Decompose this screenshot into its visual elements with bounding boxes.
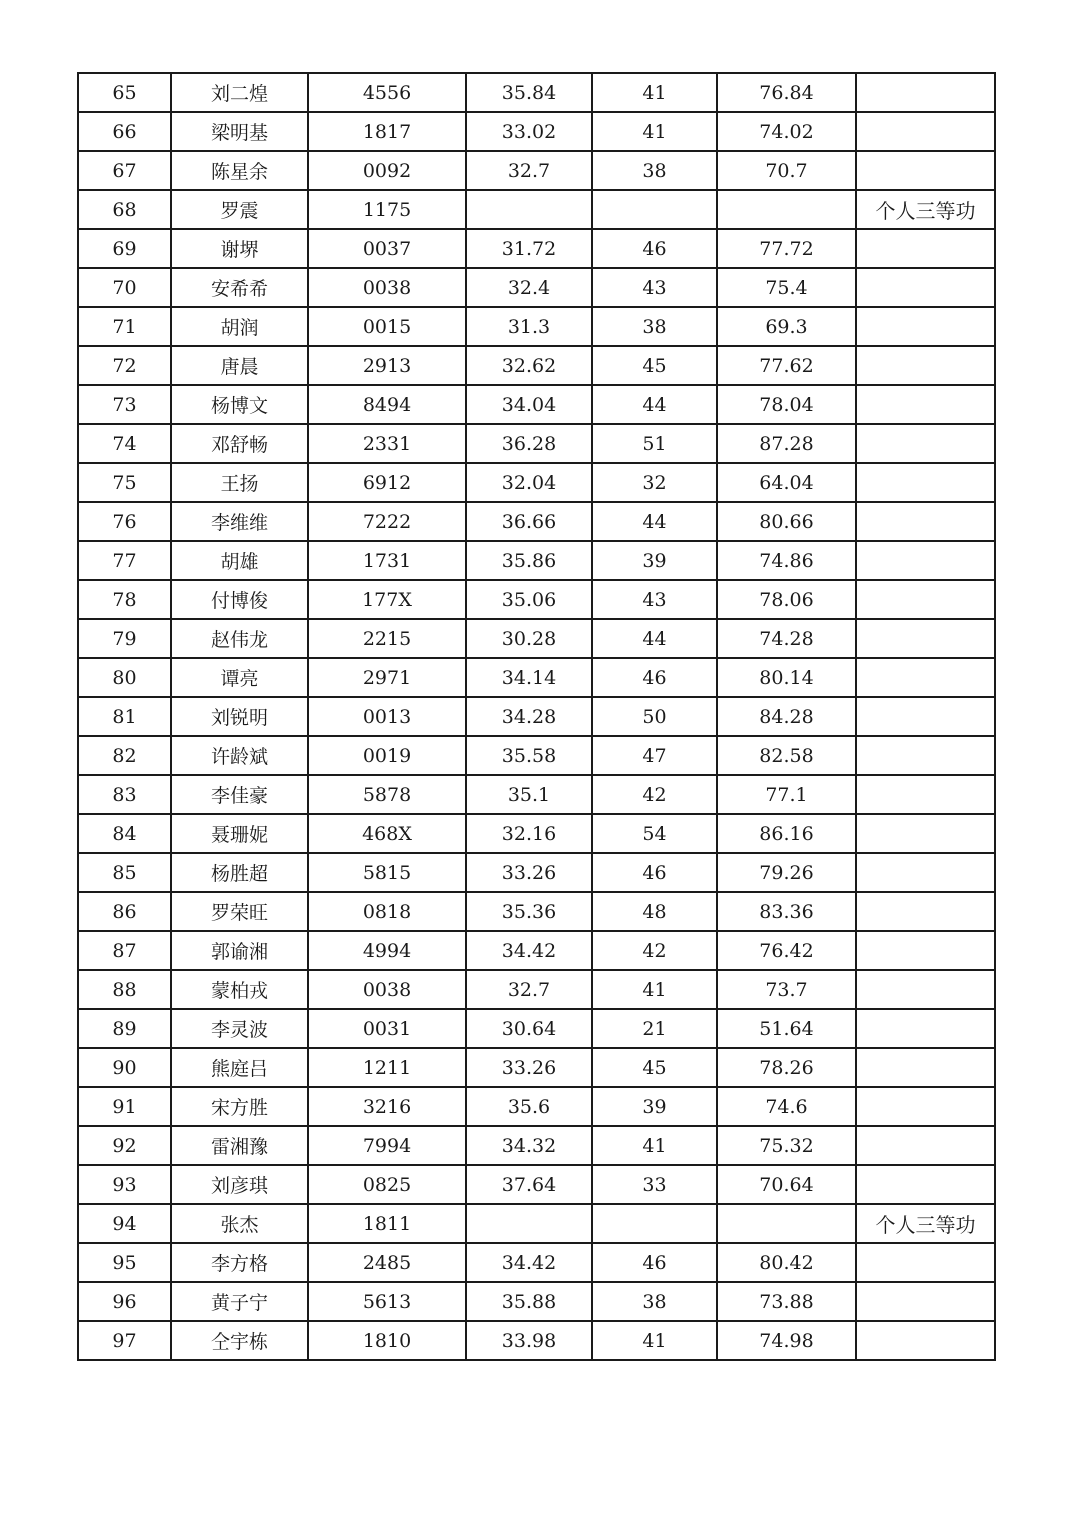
- seq-cell: 68: [78, 190, 171, 229]
- score-a-cell: 34.42: [466, 931, 592, 970]
- score-a-cell: [466, 190, 592, 229]
- total-cell: 77.1: [717, 775, 856, 814]
- score-b-cell: 38: [592, 1282, 717, 1321]
- seq-cell: 96: [78, 1282, 171, 1321]
- total-cell: 69.3: [717, 307, 856, 346]
- score-b-cell: 41: [592, 1321, 717, 1360]
- note-cell: [856, 814, 995, 853]
- score-b-cell: 51: [592, 424, 717, 463]
- score-a-cell: 33.26: [466, 853, 592, 892]
- total-cell: 73.88: [717, 1282, 856, 1321]
- score-b-cell: 46: [592, 1243, 717, 1282]
- seq-cell: 86: [78, 892, 171, 931]
- table-row: [78, 463, 995, 502]
- seq-cell: 76: [78, 502, 171, 541]
- name-cell: 宋方胜: [171, 1087, 308, 1126]
- seq-cell: 66: [78, 112, 171, 151]
- total-cell: 70.64: [717, 1165, 856, 1204]
- note-cell: [856, 931, 995, 970]
- id-cell: 5815: [308, 853, 466, 892]
- total-cell: 70.7: [717, 151, 856, 190]
- score-a-cell: [466, 1204, 592, 1243]
- table-row: [78, 1243, 995, 1282]
- id-cell: 7222: [308, 502, 466, 541]
- table-row: [78, 112, 995, 151]
- note-cell: [856, 1087, 995, 1126]
- seq-cell: 75: [78, 463, 171, 502]
- score-a-cell: 33.26: [466, 1048, 592, 1087]
- id-cell: 0031: [308, 1009, 466, 1048]
- table-row: [78, 736, 995, 775]
- note-cell: [856, 424, 995, 463]
- name-cell: 李方格: [171, 1243, 308, 1282]
- seq-cell: 85: [78, 853, 171, 892]
- seq-cell: 65: [78, 73, 171, 112]
- score-a-cell: 35.84: [466, 73, 592, 112]
- table-row: [78, 424, 995, 463]
- total-cell: 64.04: [717, 463, 856, 502]
- seq-cell: 79: [78, 619, 171, 658]
- note-cell: [856, 1282, 995, 1321]
- seq-cell: 92: [78, 1126, 171, 1165]
- score-b-cell: 43: [592, 268, 717, 307]
- note-cell: [856, 970, 995, 1009]
- name-cell: 谢堺: [171, 229, 308, 268]
- total-cell: 80.14: [717, 658, 856, 697]
- score-a-cell: 32.7: [466, 970, 592, 1009]
- note-cell: [856, 502, 995, 541]
- score-b-cell: [592, 1204, 717, 1243]
- seq-cell: 84: [78, 814, 171, 853]
- table-row: [78, 931, 995, 970]
- note-cell: [856, 853, 995, 892]
- score-b-cell: 44: [592, 385, 717, 424]
- note-cell: 个人三等功: [856, 190, 995, 229]
- seq-cell: 67: [78, 151, 171, 190]
- total-cell: 75.4: [717, 268, 856, 307]
- table-row: [78, 1282, 995, 1321]
- total-cell: 76.42: [717, 931, 856, 970]
- score-a-cell: 34.04: [466, 385, 592, 424]
- note-cell: [856, 307, 995, 346]
- seq-cell: 91: [78, 1087, 171, 1126]
- table-row: [78, 151, 995, 190]
- id-cell: 1731: [308, 541, 466, 580]
- score-b-cell: 38: [592, 307, 717, 346]
- score-a-cell: 34.32: [466, 1126, 592, 1165]
- table-row: [78, 658, 995, 697]
- id-cell: 3216: [308, 1087, 466, 1126]
- note-cell: [856, 736, 995, 775]
- name-cell: 杨博文: [171, 385, 308, 424]
- table-row: [78, 580, 995, 619]
- score-a-cell: 31.3: [466, 307, 592, 346]
- score-b-cell: 47: [592, 736, 717, 775]
- note-cell: [856, 1009, 995, 1048]
- name-cell: 李维维: [171, 502, 308, 541]
- id-cell: 6912: [308, 463, 466, 502]
- total-cell: 73.7: [717, 970, 856, 1009]
- seq-cell: 69: [78, 229, 171, 268]
- score-a-cell: 32.62: [466, 346, 592, 385]
- score-b-cell: 45: [592, 346, 717, 385]
- total-cell: 83.36: [717, 892, 856, 931]
- seq-cell: 95: [78, 1243, 171, 1282]
- note-cell: [856, 580, 995, 619]
- name-cell: 赵伟龙: [171, 619, 308, 658]
- total-cell: 86.16: [717, 814, 856, 853]
- score-b-cell: 41: [592, 1126, 717, 1165]
- note-cell: [856, 541, 995, 580]
- score-b-cell: 50: [592, 697, 717, 736]
- id-cell: 4994: [308, 931, 466, 970]
- score-b-cell: 42: [592, 931, 717, 970]
- total-cell: 51.64: [717, 1009, 856, 1048]
- name-cell: 雷湘豫: [171, 1126, 308, 1165]
- score-b-cell: 41: [592, 112, 717, 151]
- name-cell: 安希希: [171, 268, 308, 307]
- name-cell: 罗震: [171, 190, 308, 229]
- name-cell: 梁明基: [171, 112, 308, 151]
- table-row: [78, 1321, 995, 1360]
- name-cell: 胡润: [171, 307, 308, 346]
- score-b-cell: 43: [592, 580, 717, 619]
- seq-cell: 73: [78, 385, 171, 424]
- total-cell: 79.26: [717, 853, 856, 892]
- table-row: [78, 1165, 995, 1204]
- score-a-cell: 35.1: [466, 775, 592, 814]
- name-cell: 罗荣旺: [171, 892, 308, 931]
- id-cell: 0092: [308, 151, 466, 190]
- id-cell: 0013: [308, 697, 466, 736]
- table-row: [78, 1204, 995, 1243]
- table-row: [78, 853, 995, 892]
- total-cell: 74.02: [717, 112, 856, 151]
- note-cell: [856, 1048, 995, 1087]
- seq-cell: 70: [78, 268, 171, 307]
- score-a-cell: 32.04: [466, 463, 592, 502]
- score-a-cell: 34.14: [466, 658, 592, 697]
- score-b-cell: 44: [592, 619, 717, 658]
- name-cell: 杨胜超: [171, 853, 308, 892]
- total-cell: [717, 1204, 856, 1243]
- note-cell: [856, 1165, 995, 1204]
- seq-cell: 77: [78, 541, 171, 580]
- table-row: [78, 814, 995, 853]
- table-row: [78, 229, 995, 268]
- total-cell: 77.62: [717, 346, 856, 385]
- name-cell: 蒙柏戎: [171, 970, 308, 1009]
- score-b-cell: 46: [592, 229, 717, 268]
- table-row: [78, 502, 995, 541]
- total-cell: 80.66: [717, 502, 856, 541]
- score-a-cell: 34.28: [466, 697, 592, 736]
- id-cell: 1811: [308, 1204, 466, 1243]
- seq-cell: 83: [78, 775, 171, 814]
- name-cell: 谭亮: [171, 658, 308, 697]
- table-row: [78, 970, 995, 1009]
- note-cell: [856, 1126, 995, 1165]
- note-cell: [856, 73, 995, 112]
- seq-cell: 93: [78, 1165, 171, 1204]
- seq-cell: 72: [78, 346, 171, 385]
- seq-cell: 90: [78, 1048, 171, 1087]
- id-cell: 1175: [308, 190, 466, 229]
- score-a-cell: 33.98: [466, 1321, 592, 1360]
- score-a-cell: 30.64: [466, 1009, 592, 1048]
- table-row: [78, 307, 995, 346]
- score-b-cell: 39: [592, 1087, 717, 1126]
- id-cell: 468X: [308, 814, 466, 853]
- score-a-cell: 35.86: [466, 541, 592, 580]
- score-a-cell: 35.88: [466, 1282, 592, 1321]
- total-cell: [717, 190, 856, 229]
- total-cell: 87.28: [717, 424, 856, 463]
- id-cell: 1211: [308, 1048, 466, 1087]
- note-cell: 个人三等功: [856, 1204, 995, 1243]
- score-a-cell: 32.7: [466, 151, 592, 190]
- id-cell: 2971: [308, 658, 466, 697]
- score-a-cell: 37.64: [466, 1165, 592, 1204]
- note-cell: [856, 775, 995, 814]
- score-b-cell: [592, 190, 717, 229]
- id-cell: 0019: [308, 736, 466, 775]
- id-cell: 5878: [308, 775, 466, 814]
- table-row: [78, 1009, 995, 1048]
- total-cell: 78.04: [717, 385, 856, 424]
- table-row: [78, 73, 995, 112]
- id-cell: 0825: [308, 1165, 466, 1204]
- name-cell: 仝宇栋: [171, 1321, 308, 1360]
- id-cell: 177X: [308, 580, 466, 619]
- score-b-cell: 32: [592, 463, 717, 502]
- score-b-cell: 39: [592, 541, 717, 580]
- score-b-cell: 44: [592, 502, 717, 541]
- table-row: [78, 385, 995, 424]
- note-cell: [856, 385, 995, 424]
- seq-cell: 71: [78, 307, 171, 346]
- seq-cell: 74: [78, 424, 171, 463]
- score-b-cell: 38: [592, 151, 717, 190]
- note-cell: [856, 112, 995, 151]
- name-cell: 张杰: [171, 1204, 308, 1243]
- total-cell: 74.86: [717, 541, 856, 580]
- score-b-cell: 21: [592, 1009, 717, 1048]
- id-cell: 0015: [308, 307, 466, 346]
- seq-cell: 82: [78, 736, 171, 775]
- score-b-cell: 41: [592, 970, 717, 1009]
- table-row: [78, 346, 995, 385]
- seq-cell: 88: [78, 970, 171, 1009]
- id-cell: 2913: [308, 346, 466, 385]
- score-a-cell: 35.06: [466, 580, 592, 619]
- table-row: [78, 190, 995, 229]
- score-a-cell: 35.6: [466, 1087, 592, 1126]
- seq-cell: 94: [78, 1204, 171, 1243]
- score-a-cell: 36.28: [466, 424, 592, 463]
- table-row: [78, 775, 995, 814]
- seq-cell: 80: [78, 658, 171, 697]
- note-cell: [856, 1321, 995, 1360]
- table-row: [78, 619, 995, 658]
- note-cell: [856, 229, 995, 268]
- score-a-cell: 35.58: [466, 736, 592, 775]
- note-cell: [856, 619, 995, 658]
- name-cell: 刘二煌: [171, 73, 308, 112]
- score-b-cell: 42: [592, 775, 717, 814]
- score-table: [77, 72, 996, 1361]
- table-row: [78, 268, 995, 307]
- score-a-cell: 36.66: [466, 502, 592, 541]
- name-cell: 陈星余: [171, 151, 308, 190]
- total-cell: 74.6: [717, 1087, 856, 1126]
- score-table-body: [78, 73, 995, 1360]
- id-cell: 4556: [308, 73, 466, 112]
- note-cell: [856, 463, 995, 502]
- score-b-cell: 45: [592, 1048, 717, 1087]
- name-cell: 付博俊: [171, 580, 308, 619]
- name-cell: 邓舒畅: [171, 424, 308, 463]
- name-cell: 刘彦琪: [171, 1165, 308, 1204]
- name-cell: 李灵波: [171, 1009, 308, 1048]
- seq-cell: 81: [78, 697, 171, 736]
- name-cell: 熊庭吕: [171, 1048, 308, 1087]
- seq-cell: 97: [78, 1321, 171, 1360]
- note-cell: [856, 151, 995, 190]
- id-cell: 0038: [308, 970, 466, 1009]
- score-b-cell: 54: [592, 814, 717, 853]
- seq-cell: 87: [78, 931, 171, 970]
- score-a-cell: 32.16: [466, 814, 592, 853]
- total-cell: 75.32: [717, 1126, 856, 1165]
- total-cell: 78.26: [717, 1048, 856, 1087]
- table-row: [78, 697, 995, 736]
- total-cell: 82.58: [717, 736, 856, 775]
- note-cell: [856, 346, 995, 385]
- total-cell: 74.98: [717, 1321, 856, 1360]
- score-b-cell: 48: [592, 892, 717, 931]
- total-cell: 84.28: [717, 697, 856, 736]
- id-cell: 0038: [308, 268, 466, 307]
- id-cell: 1817: [308, 112, 466, 151]
- note-cell: [856, 697, 995, 736]
- score-b-cell: 46: [592, 658, 717, 697]
- id-cell: 2485: [308, 1243, 466, 1282]
- table-row: [78, 541, 995, 580]
- name-cell: 聂珊妮: [171, 814, 308, 853]
- id-cell: 2215: [308, 619, 466, 658]
- score-a-cell: 35.36: [466, 892, 592, 931]
- score-a-cell: 33.02: [466, 112, 592, 151]
- note-cell: [856, 268, 995, 307]
- total-cell: 77.72: [717, 229, 856, 268]
- table-row: [78, 1126, 995, 1165]
- total-cell: 80.42: [717, 1243, 856, 1282]
- id-cell: 0037: [308, 229, 466, 268]
- seq-cell: 89: [78, 1009, 171, 1048]
- score-b-cell: 33: [592, 1165, 717, 1204]
- score-b-cell: 46: [592, 853, 717, 892]
- score-a-cell: 32.4: [466, 268, 592, 307]
- name-cell: 胡雄: [171, 541, 308, 580]
- seq-cell: 78: [78, 580, 171, 619]
- note-cell: [856, 892, 995, 931]
- id-cell: 8494: [308, 385, 466, 424]
- id-cell: 2331: [308, 424, 466, 463]
- name-cell: 唐晨: [171, 346, 308, 385]
- total-cell: 74.28: [717, 619, 856, 658]
- id-cell: 7994: [308, 1126, 466, 1165]
- name-cell: 郭谕湘: [171, 931, 308, 970]
- id-cell: 1810: [308, 1321, 466, 1360]
- id-cell: 0818: [308, 892, 466, 931]
- total-cell: 76.84: [717, 73, 856, 112]
- table-row: [78, 892, 995, 931]
- table-row: [78, 1087, 995, 1126]
- name-cell: 许龄斌: [171, 736, 308, 775]
- name-cell: 黄子宁: [171, 1282, 308, 1321]
- score-a-cell: 31.72: [466, 229, 592, 268]
- id-cell: 5613: [308, 1282, 466, 1321]
- score-a-cell: 30.28: [466, 619, 592, 658]
- score-b-cell: 41: [592, 73, 717, 112]
- name-cell: 刘锐明: [171, 697, 308, 736]
- name-cell: 王扬: [171, 463, 308, 502]
- name-cell: 李佳豪: [171, 775, 308, 814]
- note-cell: [856, 1243, 995, 1282]
- score-a-cell: 34.42: [466, 1243, 592, 1282]
- table-row: [78, 1048, 995, 1087]
- total-cell: 78.06: [717, 580, 856, 619]
- note-cell: [856, 658, 995, 697]
